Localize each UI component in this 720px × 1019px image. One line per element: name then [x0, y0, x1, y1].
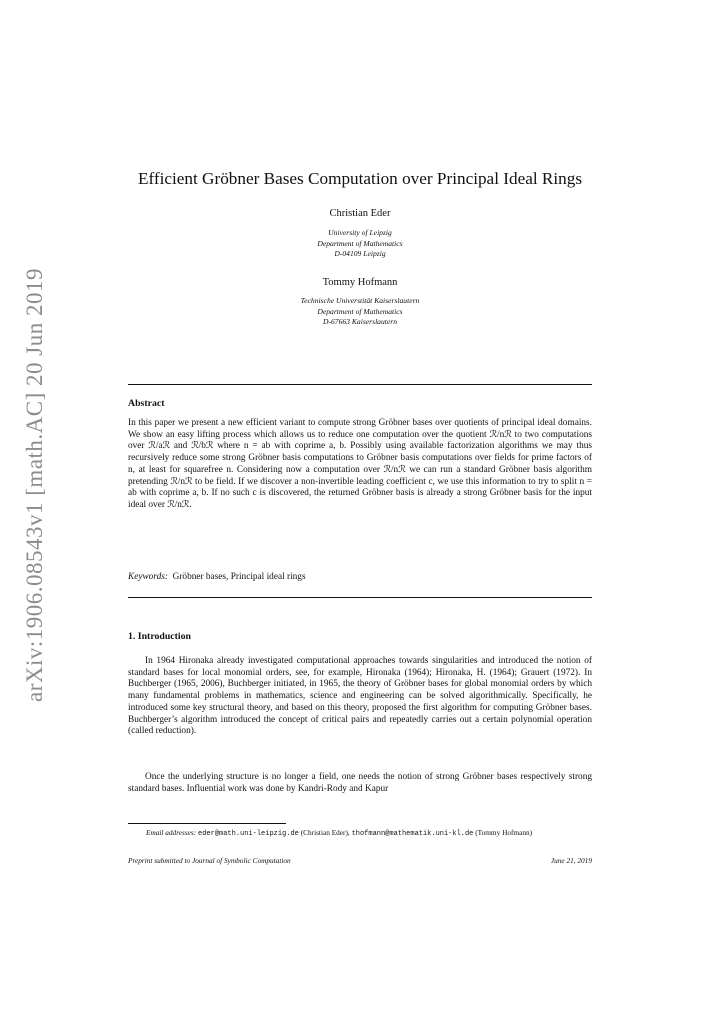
preprint-date: June 21, 2019 — [550, 856, 592, 865]
keywords-label: Keywords: — [128, 572, 168, 582]
arxiv-stamp-text: arXiv:1906.08543v1 [math.AC] 20 Jun 2019 — [22, 268, 47, 702]
preprint-notice — [128, 856, 592, 865]
section-heading-introduction: 1. Introduction — [128, 631, 191, 642]
abstract-heading: Abstract — [128, 398, 165, 409]
affiliation-line: D-04109 Leipzig — [334, 249, 386, 259]
keywords — [128, 572, 592, 582]
affiliation-line: University of Leipzig — [328, 228, 392, 237]
email-owner-eder: (Christian Eder), — [300, 828, 350, 837]
affiliation-line: D-67663 Kaiserslautern — [322, 317, 398, 327]
arxiv-identifier-stamp — [18, 270, 52, 700]
footnote-label: Email addresses: — [146, 828, 197, 837]
author-affiliation-hofmann — [128, 296, 592, 328]
footnote-rule — [128, 823, 286, 824]
intro-paragraph-1: In 1964 Hironaka already investigated computational approaches towards singularities and introduced the notion of standard bases for local monomial orders, see, for example, Hironaka (1964); Hironaka, H. (1964); Grauert (1972). In Buchberger (1965, 2006), Buchberger initiated, in 1965, the theory of Gröbner bases for global monomial orders by which many fundamental problems in mathematics, science and engineering can be solved algorithmically. Specifically, he introduced some key structural theory, and based on this theory, proposed the first algorithm for computing Gröbner bases. Buchberger’s algorithm introduced the concept of critical pairs and repeatedly carries out a certain polynomial operation (called reduction). — [128, 656, 592, 737]
email-eder[interactable]: eder@math.uni-leipzig.de — [198, 830, 299, 838]
affiliation-line: Technische Universtität Kaiserslautern — [300, 296, 420, 305]
email-hofmann[interactable]: thofmann@mathematik.uni-kl.de — [351, 830, 474, 838]
abstract-bottom-rule — [128, 597, 592, 598]
abstract-text: In this paper we present a new efficient variant to compute strong Gröbner bases over quotients of principal ideal domains. We show an easy lifting process which allows us to reduce one computation over the quotient ℛ/nℛ to two computations over ℛ/aℛ and ℛ/bℛ where n = ab with coprime a, b. Possibly using available factorization algorithms we may thus recursively reduce some strong Gröbner basis computations to Gröbner basis computations over fields for prime factors of n, at least for squarefree n. Considering now a computation over ℛ/nℛ we can run a standard Gröbner basis algorithm pretending ℛ/nℛ to be field. If we discover a non-invertible leading coefficient c, we use this information to try to split n = ab with coprime a, b. If no such c is discovered, the returned Gröbner basis is already a strong Gröbner basis for the input ideal over ℛ/nℛ. — [128, 418, 592, 510]
affiliation-line: Department of Mathematics — [317, 238, 403, 248]
abstract-top-rule — [128, 384, 592, 385]
preprint-journal: Preprint submitted to Journal of Symbolic Computation — [128, 856, 291, 865]
footnote-email-addresses — [128, 828, 592, 840]
author-name-hofmann: Tommy Hofmann — [322, 277, 398, 288]
affiliation-line: Department of Mathematics — [317, 306, 403, 316]
email-owner-hofmann: (Tommy Hofmann) — [475, 828, 533, 837]
paper-title: Efficient Gröbner Bases Computation over Principal Ideal Rings — [137, 169, 583, 188]
author-name-eder: Christian Eder — [329, 208, 391, 219]
keywords-text: Gröbner bases, Principal ideal rings — [172, 572, 306, 582]
intro-paragraph-2: Once the underlying structure is no longer a field, one needs the notion of strong Gröbner bases respectively strong standard bases. Influential work was done by Kandri-Rody and Kapur — [128, 772, 592, 794]
author-affiliation-eder — [128, 228, 592, 260]
